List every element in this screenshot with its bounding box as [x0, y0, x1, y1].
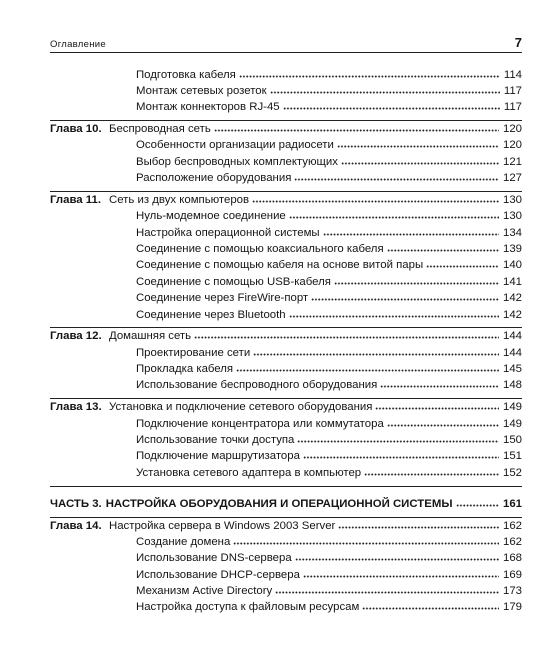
- chapter-page-number: 149: [502, 401, 522, 414]
- entry-title: Выбор беспроводных комплектующих: [136, 155, 338, 168]
- entry-page-number: 145: [502, 363, 522, 376]
- dot-leader: [338, 526, 499, 529]
- entry-row: [50, 137, 522, 153]
- chapter-page-number: 162: [502, 519, 522, 532]
- part-row: [50, 496, 522, 512]
- entry-page-number: 144: [502, 346, 522, 359]
- entry-title: Соединение с помощью коаксиального кабеля: [136, 243, 384, 256]
- entry-page-number: 142: [502, 308, 522, 321]
- entry-page-number: 120: [502, 139, 522, 152]
- entry-page-number: 117: [503, 84, 522, 97]
- dot-leader: [456, 504, 499, 507]
- entry-row: [50, 99, 522, 115]
- dot-leader: [239, 75, 500, 78]
- dot-leader: [233, 542, 499, 545]
- dot-leader: [275, 591, 499, 594]
- entry-title: Проектирование сети: [136, 346, 251, 359]
- running-header: [50, 34, 522, 53]
- entry-title: Использование точки доступа: [136, 434, 295, 447]
- entry-title: Расположение оборудования: [136, 172, 292, 185]
- entry-row: [50, 583, 522, 599]
- entry-page-number: 117: [503, 101, 522, 114]
- chapter-title: Установка и подключение сетевого оборудования: [109, 401, 373, 414]
- page-number: 7: [514, 35, 522, 50]
- toc-block: [50, 328, 522, 399]
- entry-title: Прокладка кабеля: [136, 363, 234, 376]
- entry-page-number: 130: [502, 210, 522, 223]
- entry-title: Использование DHCP-сервера: [136, 568, 300, 581]
- part-label: ЧАСТЬ 3.: [50, 497, 102, 510]
- chapter-row: [50, 192, 522, 208]
- entry-row: [50, 416, 522, 432]
- entry-title: Установка сетевого адаптера в компьютер: [136, 466, 362, 479]
- table-of-contents: [50, 67, 522, 621]
- entry-row: [50, 448, 522, 464]
- dot-leader: [289, 315, 499, 318]
- dot-leader: [297, 440, 499, 443]
- entry-row: [50, 307, 522, 323]
- entry-title: Создание домена: [136, 536, 231, 548]
- dot-leader: [362, 607, 499, 610]
- dot-leader: [270, 91, 500, 94]
- entry-page-number: 134: [502, 226, 522, 239]
- dot-leader: [387, 249, 499, 252]
- entry-row: [50, 83, 522, 99]
- chapter-label: Глава 12.: [50, 330, 102, 343]
- chapter-label: Глава 13.: [50, 401, 102, 414]
- chapter-label: Глава 14.: [50, 519, 102, 532]
- entry-page-number: 139: [502, 243, 522, 256]
- entry-page-number: 168: [502, 552, 522, 565]
- toc-block: [50, 67, 522, 122]
- chapter-row: [50, 518, 522, 534]
- entry-title: Подключение концентратора или коммутатора: [136, 417, 384, 430]
- entry-row: [50, 170, 522, 186]
- entry-page-number: 148: [502, 379, 522, 392]
- entry-page-number: 173: [502, 585, 522, 598]
- entry-page-number: 121: [502, 155, 522, 168]
- entry-title: Настройка доступа к файловым ресурсам: [136, 601, 360, 614]
- dot-leader: [337, 145, 499, 148]
- dot-leader: [214, 129, 499, 132]
- entry-page-number: 152: [502, 466, 522, 479]
- dot-leader: [253, 353, 499, 356]
- chapter-title: Сеть из двух компьютеров: [109, 194, 250, 207]
- chapter-row: [50, 399, 522, 415]
- entry-row: [50, 465, 522, 481]
- entry-row: [50, 361, 522, 377]
- dot-leader: [323, 233, 499, 236]
- entry-title: Соединение с помощью кабеля на основе витой пары: [136, 259, 424, 272]
- entry-row: [50, 345, 522, 361]
- toc-block: [50, 518, 522, 621]
- dot-leader: [295, 558, 499, 561]
- entry-row: [50, 377, 522, 393]
- dot-leader: [283, 107, 500, 110]
- dot-leader: [387, 424, 499, 427]
- chapter-label: Глава 10.: [50, 123, 102, 136]
- dot-leader: [334, 282, 499, 285]
- entry-page-number: 127: [502, 172, 522, 185]
- entry-title: Настройка операционной системы: [136, 226, 320, 239]
- chapter-title: Беспроводная сеть: [109, 123, 211, 136]
- dot-leader: [311, 298, 499, 301]
- entry-row: [50, 67, 522, 83]
- dot-leader: [364, 473, 499, 476]
- toc-block: [50, 487, 522, 518]
- entry-title: Соединение с помощью USB-кабеля: [136, 275, 331, 288]
- entry-title: Соединение через FireWire-порт: [136, 292, 309, 305]
- chapter-page-number: 130: [502, 194, 522, 207]
- dot-leader: [380, 385, 499, 388]
- entry-title: Монтаж коннекторов RJ-45: [136, 101, 280, 114]
- chapter-label: Глава 11.: [50, 194, 102, 207]
- entry-title: Подключение маршрутизатора: [136, 450, 300, 463]
- toc-block: [50, 192, 522, 328]
- dot-leader: [303, 456, 499, 459]
- entry-page-number: 179: [502, 601, 522, 614]
- toc-block: [50, 121, 522, 192]
- chapter-title: Домашняя сеть: [109, 330, 192, 343]
- entry-row: [50, 241, 522, 257]
- chapter-row: [50, 121, 522, 137]
- running-header-title: Оглавление: [50, 39, 106, 50]
- entry-page-number: 150: [502, 434, 522, 447]
- chapter-page-number: 120: [502, 123, 522, 136]
- entry-page-number: 114: [503, 68, 522, 81]
- entry-row: [50, 274, 522, 290]
- entry-page-number: 151: [502, 450, 522, 463]
- entry-row: [50, 567, 522, 583]
- part-page-number: 161: [502, 497, 522, 510]
- entry-row: [50, 534, 522, 550]
- entry-title: Особенности организации радиосети: [136, 139, 334, 152]
- entry-row: [50, 257, 522, 273]
- dot-leader: [375, 407, 499, 410]
- entry-page-number: 141: [502, 275, 522, 288]
- entry-title: Монтаж сетевых розеток: [136, 84, 267, 97]
- entry-row: [50, 208, 522, 224]
- entry-row: [50, 154, 522, 170]
- entry-title: Механизм Active Directory: [136, 585, 273, 598]
- chapter-page-number: 144: [502, 330, 522, 343]
- entry-row: [50, 225, 522, 241]
- dot-leader: [294, 178, 499, 181]
- entry-row: [50, 599, 522, 615]
- dot-leader: [341, 162, 499, 165]
- entry-title: Подготовка кабеля: [136, 68, 236, 81]
- chapter-title: Настройка сервера в Windows 2003 Server: [109, 519, 336, 532]
- dot-leader: [289, 216, 499, 219]
- entry-title: Использование DNS-сервера: [136, 552, 292, 565]
- chapter-row: [50, 328, 522, 344]
- entry-row: [50, 550, 522, 566]
- dot-leader: [303, 575, 499, 578]
- entry-title: Использование беспроводного оборудования: [136, 379, 378, 392]
- entry-page-number: 140: [502, 259, 522, 272]
- entry-title: Соединение через Bluetooth: [136, 308, 286, 321]
- toc-block: [50, 399, 522, 486]
- dot-leader: [194, 336, 499, 339]
- entry-title: Нуль-модемное соединение: [136, 210, 286, 223]
- entry-row: [50, 290, 522, 306]
- part-title: НАСТРОЙКА ОБОРУДОВАНИЯ И ОПЕРАЦИОННОЙ СИСТЕМЫ: [105, 497, 453, 510]
- entry-page-number: 149: [502, 417, 522, 430]
- entry-page-number: 162: [502, 536, 522, 548]
- entry-row: [50, 432, 522, 448]
- dot-leader: [236, 369, 499, 372]
- entry-page-number: 142: [502, 292, 522, 305]
- entry-page-number: 169: [502, 568, 522, 581]
- dot-leader: [252, 200, 499, 203]
- dot-leader: [426, 265, 499, 268]
